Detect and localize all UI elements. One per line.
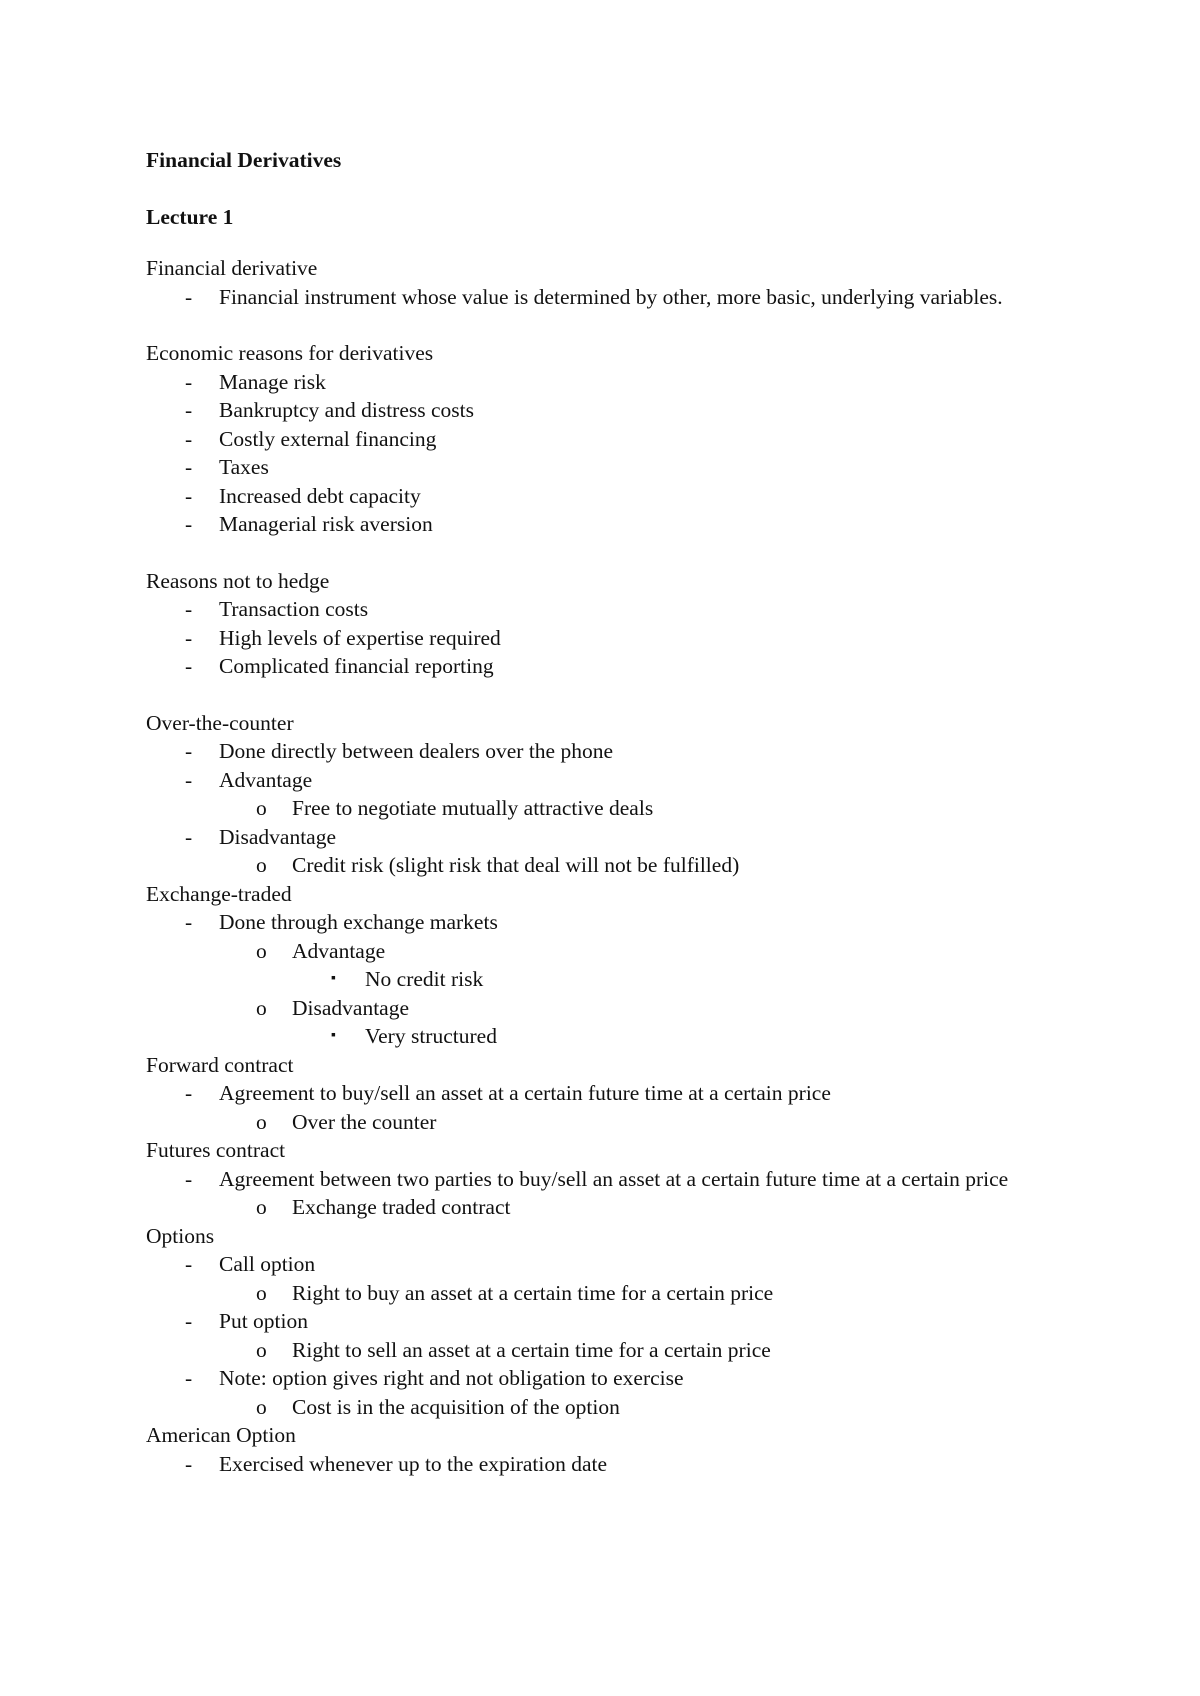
circle-bullet-icon: o <box>256 1394 267 1419</box>
list-item <box>146 1450 1086 1479</box>
circle-bullet-icon: o <box>256 1109 267 1134</box>
circle-bullet-icon: o <box>256 1280 267 1305</box>
list-item <box>146 1022 1086 1051</box>
dash-bullet-icon: - <box>185 1166 193 1191</box>
list-item <box>146 1165 1086 1194</box>
list-item <box>146 1307 1086 1336</box>
section <box>146 339 1086 539</box>
circle-bullet-icon: o <box>256 796 267 820</box>
list-item-text: Call option <box>219 1252 316 1276</box>
dash-bullet-icon: - <box>185 483 193 508</box>
circle-bullet-icon: o <box>256 1337 267 1362</box>
circle-bullet-icon: o <box>256 938 267 963</box>
list-item-text: Done directly between dealers over the phone <box>219 739 614 763</box>
list-item <box>146 368 1086 397</box>
list-item-text: Agreement between two parties to buy/sell an asset at a certain future time at a certain price <box>219 1166 1009 1191</box>
section <box>146 1421 1086 1478</box>
list-item-text: No credit risk <box>365 967 484 991</box>
list-item-text: Bankruptcy and distress costs <box>219 398 474 422</box>
section <box>146 567 1086 681</box>
dash-bullet-icon: - <box>185 910 193 934</box>
section <box>146 880 1086 1051</box>
list-item-text: High levels of expertise required <box>219 625 501 650</box>
list-item <box>146 396 1086 425</box>
list-item-text: Advantage <box>219 767 313 792</box>
dash-bullet-icon: - <box>185 625 193 650</box>
list-item <box>146 1279 1086 1308</box>
dash-bullet-icon: - <box>185 1252 193 1276</box>
document-body <box>146 145 1086 1478</box>
list-item <box>146 510 1086 539</box>
list-item-text: Cost is in the acquisition of the option <box>292 1394 620 1419</box>
list-item-text: Transaction costs <box>219 597 369 621</box>
dash-bullet-icon: - <box>185 369 193 394</box>
circle-bullet-icon: o <box>256 853 267 877</box>
list-item <box>146 1336 1086 1365</box>
dash-bullet-icon: - <box>185 284 193 309</box>
dash-bullet-icon: - <box>185 1309 193 1333</box>
dash-bullet-icon: - <box>185 1451 193 1476</box>
list-item <box>146 908 1086 937</box>
section-heading: Forward contract <box>146 1052 294 1077</box>
square-bullet-icon: ▪ <box>331 971 336 986</box>
list-item-text: Exchange traded contract <box>292 1195 511 1219</box>
section-heading: American Option <box>146 1423 296 1447</box>
list-item <box>146 794 1086 823</box>
dash-bullet-icon: - <box>185 512 193 536</box>
square-bullet-icon: ▪ <box>331 1028 336 1043</box>
section <box>146 1136 1086 1222</box>
list-item <box>146 766 1086 795</box>
list-item-text: Right to sell an asset at a certain time for a certain price <box>292 1337 771 1362</box>
section <box>146 254 1086 311</box>
section <box>146 709 1086 880</box>
list-item-text: Agreement to buy/sell an asset at a certain future time at a certain price <box>219 1081 831 1105</box>
dash-bullet-icon: - <box>185 739 193 763</box>
dash-bullet-icon: - <box>185 654 193 678</box>
list-item-text: Over the counter <box>292 1109 437 1134</box>
section-heading: Over-the-counter <box>146 710 294 735</box>
list-item-text: Note: option gives right and not obligation to exercise <box>219 1366 684 1390</box>
document-title: Financial Derivatives <box>146 148 342 172</box>
list-item <box>146 1393 1086 1422</box>
list-item <box>146 482 1086 511</box>
dash-bullet-icon: - <box>185 597 193 621</box>
section <box>146 1222 1086 1422</box>
section-heading: Reasons not to hedge <box>146 568 330 593</box>
list-item <box>146 1079 1086 1108</box>
section-heading: Exchange-traded <box>146 881 292 906</box>
dash-bullet-icon: - <box>185 455 193 479</box>
list-item-text: Manage risk <box>219 369 326 394</box>
dash-bullet-icon: - <box>185 398 193 422</box>
list-item <box>146 994 1086 1023</box>
list-item <box>146 1108 1086 1137</box>
list-item-text: Taxes <box>219 455 269 479</box>
list-item-text: Done through exchange markets <box>219 910 498 934</box>
dash-bullet-icon: - <box>185 824 193 849</box>
list-item-text: Complicated financial reporting <box>219 654 494 678</box>
list-item <box>146 624 1086 653</box>
list-item <box>146 851 1086 880</box>
dash-bullet-icon: - <box>185 1366 193 1390</box>
circle-bullet-icon: o <box>256 1195 267 1219</box>
section <box>146 1051 1086 1137</box>
list-item <box>146 965 1086 994</box>
list-item-text: Advantage <box>292 938 386 963</box>
list-item-text: Free to negotiate mutually attractive deals <box>292 796 654 820</box>
list-item <box>146 823 1086 852</box>
notes-sections <box>146 254 1086 1478</box>
dash-bullet-icon: - <box>185 1081 193 1105</box>
list-item <box>146 937 1086 966</box>
list-item-text: Very structured <box>365 1024 497 1048</box>
circle-bullet-icon: o <box>256 995 267 1020</box>
list-item <box>146 283 1086 312</box>
section-heading: Economic reasons for derivatives <box>146 341 434 365</box>
list-item-text: Disadvantage <box>292 995 410 1020</box>
list-item <box>146 1250 1086 1279</box>
list-item-text: Right to buy an asset at a certain time for a certain price <box>292 1280 774 1305</box>
list-item-text: Disadvantage <box>219 824 337 849</box>
section-heading: Futures contract <box>146 1138 286 1162</box>
list-item <box>146 652 1086 681</box>
list-item <box>146 737 1086 766</box>
section-heading: Financial derivative <box>146 256 318 280</box>
list-item-text: Costly external financing <box>219 426 437 451</box>
list-item <box>146 1193 1086 1222</box>
list-item <box>146 425 1086 454</box>
list-item-text: Credit risk (slight risk that deal will not be fulfilled) <box>292 853 740 877</box>
list-item-text: Increased debt capacity <box>219 483 421 508</box>
dash-bullet-icon: - <box>185 767 193 792</box>
list-item-text: Put option <box>219 1309 309 1333</box>
list-item-text: Financial instrument whose value is determined by other, more basic, underlying variables. <box>219 284 1003 309</box>
list-item <box>146 1364 1086 1393</box>
dash-bullet-icon: - <box>185 426 193 451</box>
list-item <box>146 595 1086 624</box>
list-item-text: Exercised whenever up to the expiration date <box>219 1451 608 1476</box>
lecture-heading: Lecture 1 <box>146 205 234 229</box>
list-item-text: Managerial risk aversion <box>219 512 433 536</box>
list-item <box>146 453 1086 482</box>
section-heading: Options <box>146 1223 215 1248</box>
